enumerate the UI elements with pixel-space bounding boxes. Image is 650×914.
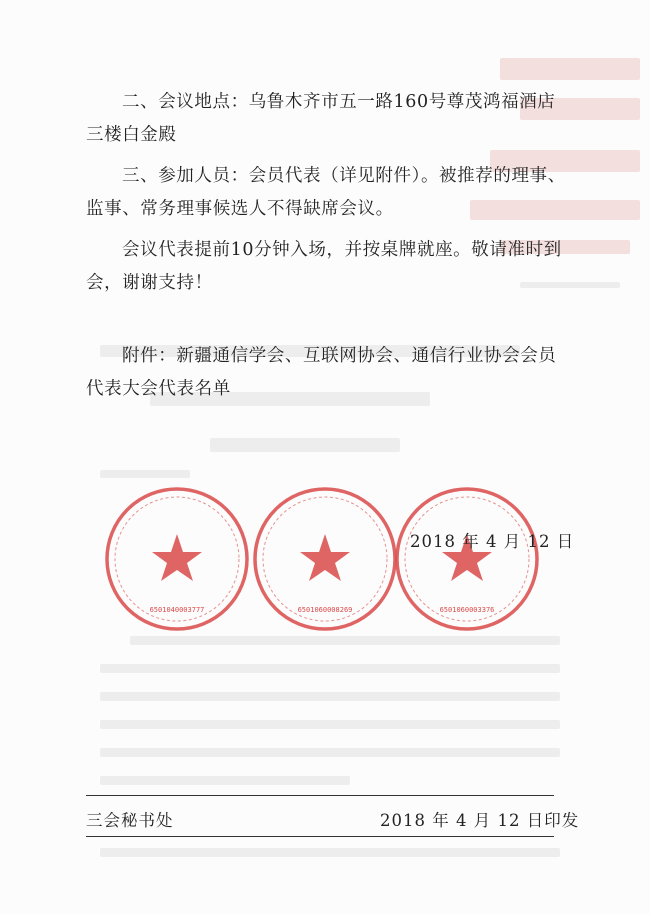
attachment-note: 附件：新疆通信学会、互联网协会、通信行业协会会员代表大会代表名单 xyxy=(86,346,557,399)
seal-1-number: 6501040003777 xyxy=(149,606,205,614)
meeting-attendees: 三、参加人员：会员代表（详见附件）。被推荐的理事、监事、常务理事候选人不得缺席会议。 xyxy=(86,166,566,219)
seal-2-number: 6501060008269 xyxy=(297,606,353,614)
footer-top-rule xyxy=(86,795,554,796)
official-seal-3 xyxy=(392,484,542,634)
footer-print-date: 2018 年 4 月 12 日印发 xyxy=(380,811,580,830)
meeting-location: 二、会议地点：乌鲁木齐市五一路160号尊茂鸿福酒店三楼白金殿 xyxy=(86,92,556,145)
signature-date: 2018 年 4 月 12 日 xyxy=(410,532,575,551)
seal-3-number: 6501060003376 xyxy=(439,606,495,614)
official-seal-1 xyxy=(102,484,252,634)
footer-bottom-rule xyxy=(86,836,554,837)
meeting-notice: 会议代表提前10分钟入场，并按桌牌就座。敬请准时到会，谢谢支持！ xyxy=(86,240,562,293)
footer-issuer: 三会秘书处 xyxy=(86,811,174,830)
official-seal-2 xyxy=(250,484,400,634)
